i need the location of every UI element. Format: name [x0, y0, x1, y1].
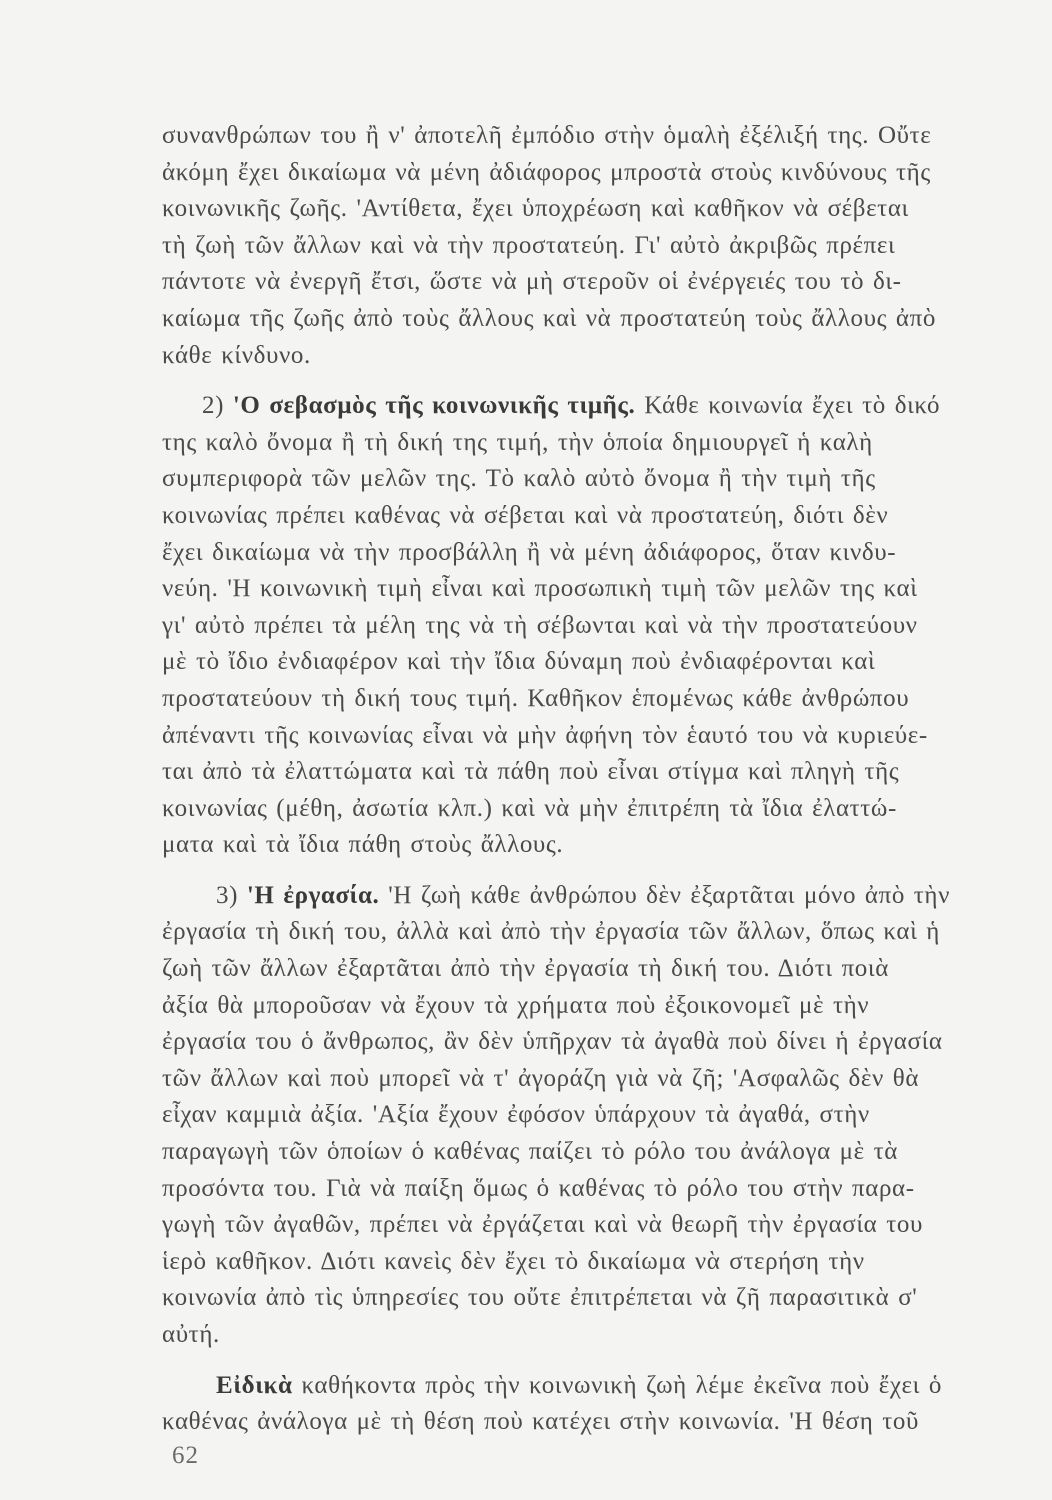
text-line: μὲ τὸ ἴδιο ἐνδιαφέρον καὶ τὴν ἴδια δύναμη ποὺ ἐνδιαφέρονται καὶ: [162, 648, 876, 676]
text-line: ζωὴ τῶν ἄλλων ἐξαρτᾶται ἀπὸ τὴν ἐργασία τὴ δική του. Διότι ποιὰ: [162, 955, 889, 983]
paragraph-gap: [162, 1354, 1022, 1368]
section-2-number: 2): [202, 392, 225, 420]
text-line: συνανθρώπων του ἢ ν' ἀποτελῆ ἐμπόδιο στὴν ὁμαλὴ ἐξέλιξή της. Οὔτε: [162, 122, 932, 149]
text-line: ἀπέναντι τῆς κοινωνίας εἶναι νὰ μὴν ἀφήνη τὸν ἑαυτό του νὰ κυριεύε-: [162, 721, 928, 749]
text-line: ἐργασία τὴ δική του, ἀλλὰ καὶ ἀπὸ τὴν ἐργασία τῶν ἄλλων, ὅπως καὶ ἡ: [162, 918, 940, 946]
text-line: κοινωνικῆς ζωῆς. 'Αντίθετα, ἔχει ὑποχρέωση καὶ καθῆκον νὰ σέβεται: [162, 195, 909, 223]
text-line: προσόντα του. Γιὰ νὰ παίξη ὅμως ὁ καθένας τὸ ρόλο του στὴν παρα-: [162, 1174, 915, 1202]
text-line: εἶχαν καμμιὰ ἀξία. 'Αξία ἔχουν ἐφόσον ὑπάρχουν τὰ ἀγαθά, στὴν: [162, 1101, 870, 1129]
text-line: ματα καὶ τὰ ἴδια πάθη στοὺς ἄλλους.: [162, 831, 564, 859]
section-2-first-line-text: Κάθε κοινωνία ἔχει τὸ δικό: [644, 392, 941, 420]
text-line: κάθε κίνδυνο.: [162, 341, 311, 369]
text-line: γωγὴ τῶν ἀγαθῶν, πρέπει νὰ ἐργάζεται καὶ νὰ θεωρῆ τὴν ἐργασία του: [162, 1211, 923, 1239]
page-number: 62: [172, 1442, 199, 1469]
text-line: ἐργασία του ὁ ἄνθρωπος, ἂν δὲν ὑπῆρχαν τὰ ἀγαθὰ ποὺ δίνει ἡ ἐργασία: [162, 1028, 943, 1056]
text-line: καθένας ἀνάλογα μὲ τὴ θέση ποὺ κατέχει στὴν κοινωνία. 'Η θέση τοῦ: [162, 1408, 919, 1436]
text-line: ἀξία θὰ μποροῦσαν νὰ ἔχουν τὰ χρήματα ποὺ ἐξοικονομεῖ μὲ τὴν: [162, 991, 870, 1019]
text-line: αὐτή.: [162, 1321, 220, 1348]
text-line: πάντοτε νὰ ἐνεργῆ ἔτσι, ὥστε νὰ μὴ στεροῦν οἱ ἐνέργειές του τὸ δι-: [162, 268, 902, 296]
section-3-number: 3): [216, 881, 239, 909]
text-line: τῶν ἄλλων καὶ ποὺ μπορεῖ νὰ τ' ἀγοράζη γιὰ νὰ ζῆ; 'Ασφαλῶς δὲν θὰ: [162, 1064, 920, 1092]
text-line: κοινωνίας πρέπει καθένας νὰ σέβεται καὶ νὰ προστατεύη, διότι δὲν: [162, 501, 889, 529]
final-first-line: [162, 1368, 1022, 1405]
final-heading: Εἰδικὰ: [216, 1371, 293, 1399]
text-line: τὴ ζωὴ τῶν ἄλλων καὶ νὰ τὴν προστατεύη. Γι' αὐτὸ ἀκριβῶς πρέπει: [162, 231, 896, 259]
text-line: ἀκόμη ἔχει δικαίωμα νὰ μένη ἀδιάφορος μπροστὰ στοὺς κινδύνους τῆς: [162, 158, 931, 186]
section-2-first-line: [162, 388, 1022, 425]
text-line: κοινωνίας (μέθη, ἀσωτία κλπ.) καὶ νὰ μὴν ἐπιτρέπη τὰ ἴδια ἐλαττώ-: [162, 794, 897, 822]
text-line: καίωμα τῆς ζωῆς ἀπὸ τοὺς ἄλλους καὶ νὰ προστατεύη τοὺς ἄλλους ἀπὸ: [162, 304, 936, 332]
text-line: παραγωγὴ τῶν ὁποίων ὁ καθένας παίζει τὸ ρόλο του ἀνάλογα μὲ τὰ: [162, 1138, 898, 1166]
section-3-first-line-text: 'Η ζωὴ κάθε ἀνθρώπου δὲν ἐξαρτᾶται μόνο ἀπὸ τὴν: [388, 881, 950, 909]
text-line: προστατεύουν τὴ δική τους τιμή. Καθῆκον ἑπομένως κάθε ἀνθρώπου: [162, 684, 910, 712]
text-line: ἱερὸ καθῆκον. Διότι κανεὶς δὲν ἔχει τὸ δικαίωμα νὰ στερήση τὴν: [162, 1247, 865, 1275]
text-line: ται ἀπὸ τὰ ἐλαττώματα καὶ τὰ πάθη ποὺ εἶναι στίγμα καὶ πληγὴ τῆς: [162, 758, 900, 786]
paragraph-gap: [162, 374, 1022, 388]
section-3-heading: 'Η ἐργασία.: [246, 881, 380, 909]
text-line: της καλὸ ὄνομα ἢ τὴ δική της τιμή, τὴν ὁποία δημιουργεῖ ἡ καλὴ: [162, 428, 873, 456]
text-line: γι' αὐτὸ πρέπει τὰ μέλη της νὰ τὴ σέβωνται καὶ νὰ τὴν προστατεύουν: [162, 611, 918, 639]
paragraph-gap: [162, 864, 1022, 878]
text-line: ἔχει δικαίωμα νὰ τὴν προσβάλλη ἢ νὰ μένη ἀδιάφορος, ὅταν κινδυ-: [162, 538, 897, 566]
section-3-first-line: [162, 878, 1022, 915]
text-line: κοινωνία ἀπὸ τὶς ὑπηρεσίες του οὔτε ἐπιτρέπεται νὰ ζῆ παρασιτικὰ σ': [162, 1284, 918, 1312]
section-2-heading: 'Ο σεβασμὸς τῆς κοινωνικῆς τιμῆς.: [232, 392, 636, 420]
text-line: νεύη. 'Η κοινωνικὴ τιμὴ εἶναι καὶ προσωπικὴ τιμὴ τῶν μελῶν της καὶ: [162, 575, 918, 603]
final-first-line-text: καθήκοντα πρὸς τὴν κοινωνικὴ ζωὴ λέμε ἐκεῖνα ποὺ ἔχει ὁ: [301, 1371, 942, 1399]
text-line: συμπεριφορὰ τῶν μελῶν της. Τὸ καλὸ αὐτὸ ὄνομα ἢ τὴν τιμὴ τῆς: [162, 465, 876, 493]
body-text: [162, 118, 1022, 1441]
